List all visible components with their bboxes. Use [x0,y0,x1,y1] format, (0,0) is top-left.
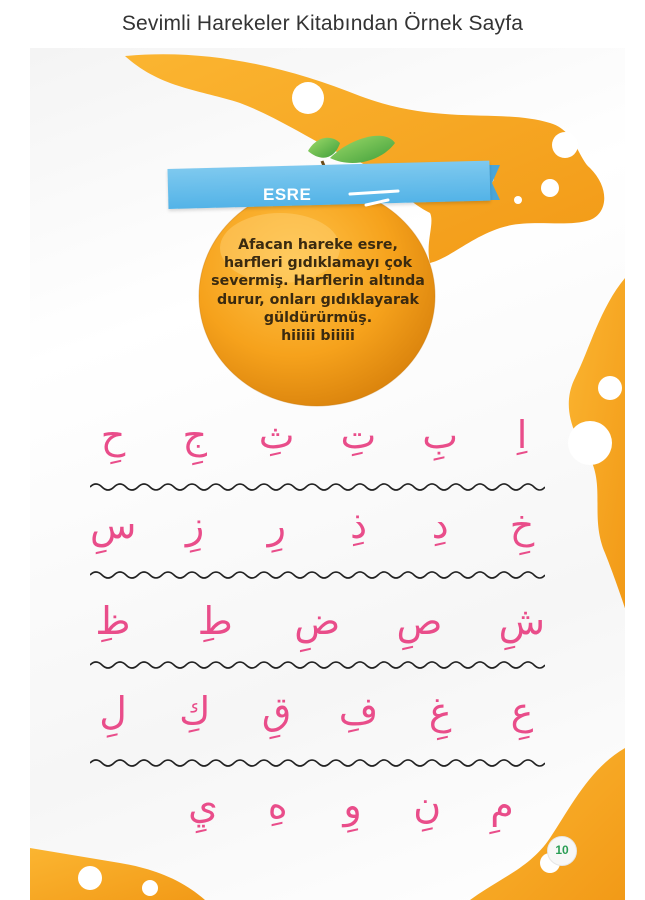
arabic-letter: جِ [182,413,208,457]
arabic-letter: طِ [197,599,233,643]
arabic-letter: يِ [188,783,218,827]
letter-row-1 [90,400,545,470]
page-number: 10 [555,843,569,857]
arabic-letter: اِ [516,413,528,457]
arabic-letter: ذِ [350,503,367,547]
arabic-letter: تِ [340,413,377,457]
letter-row-4 [90,676,545,746]
letter-row-2 [90,490,545,560]
arabic-letter: كِ [179,689,211,733]
story-line: durur, onları gıdıklayarak [217,291,419,308]
letter-row-5 [180,770,525,840]
title-ribbon [167,161,490,209]
story-line: severmiş. Harflerin altında [211,273,425,290]
story-line: hiiiii biiiii [281,328,355,345]
arabic-letter: ظِ [95,599,131,643]
story-line: harfleri gıdıklamayı çok [223,255,413,272]
page-title: Sevimli Harekeler Kitabından Örnek Sayfa [121,12,524,35]
arabic-letter: لِ [99,689,127,733]
arabic-letter: بِ [422,413,459,457]
arabic-letter: سِ [90,503,137,547]
arabic-letter: شِ [498,599,545,643]
letter-row-3 [90,586,545,656]
right-juice-splash [568,278,625,608]
arabic-letter: قِ [261,689,292,733]
arabic-letter: خِ [509,503,535,547]
arabic-letter: عِ [510,689,534,733]
arabic-letter: صِ [396,599,443,643]
story-text [200,236,436,345]
arabic-letter: هِ [267,783,288,827]
arabic-letter: ثِ [258,413,295,457]
story-line: Afacan hareke esre, [238,237,398,253]
ribbon-title: ESRE [263,185,312,204]
arabic-letter: وِ [343,783,362,827]
arabic-letter: دِ [431,503,449,547]
arabic-letter: مِ [490,783,514,827]
arabic-letter: رِ [267,503,286,547]
kasra-mark-icon [348,188,400,210]
book-page [30,48,625,900]
arabic-letter: حِ [100,413,126,457]
arabic-letter: زِ [185,503,205,547]
arabic-letter: غِ [428,689,452,733]
bottom-left-juice-splash [30,848,205,900]
arabic-letter: ضِ [294,599,341,643]
wavy-divider [90,756,545,770]
arabic-letter: فِ [338,689,379,733]
wavy-divider [90,658,545,672]
arabic-letter: نِ [413,783,442,827]
story-line: güldürürmüş. [263,309,373,326]
wavy-divider [90,568,545,582]
